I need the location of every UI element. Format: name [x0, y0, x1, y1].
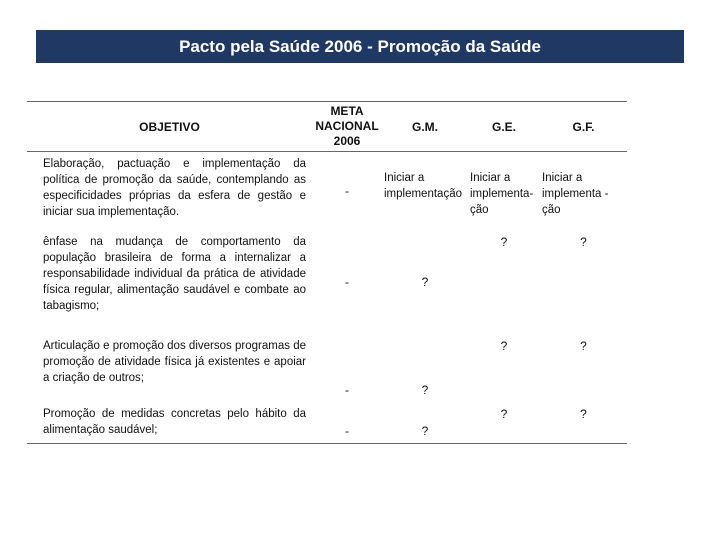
header-ge: G.E.: [468, 102, 540, 152]
goals-table-container: [27, 101, 627, 444]
header-meta-line-2: NACIONAL: [315, 119, 379, 133]
slide-title: Pacto pela Saúde 2006 - Promoção da Saúde: [179, 36, 541, 56]
row-objetivo: Articulação e promoção dos diversos programas de promoção de atividade física já existentes e apoiar a criação de outros;: [43, 339, 306, 384]
goals-table: [27, 101, 627, 444]
row-gf: Iniciar a implementa - ção: [542, 172, 609, 216]
header-meta-line-1: META: [330, 104, 364, 118]
table-row: [27, 402, 627, 444]
row-ge: ?: [468, 402, 540, 444]
row-meta: -: [345, 382, 349, 397]
row-meta: -: [345, 274, 349, 289]
header-gf: G.F.: [540, 102, 627, 152]
row-gm: ?: [421, 274, 429, 289]
table-row: [27, 230, 627, 334]
table-row: [27, 334, 627, 402]
table-header-row: [27, 102, 627, 152]
row-ge: ?: [500, 234, 508, 249]
row-gm: ?: [382, 402, 468, 444]
row-meta: -: [312, 402, 382, 444]
row-gm: Iniciar a implementação: [384, 172, 462, 200]
header-objetivo: OBJETIVO: [27, 102, 312, 152]
row-objetivo: ênfase na mudança de comportamento da população brasileira de forma a internalizar a responsabilidade individual da prática de atividade física regular, alimentação saudável e combate ao tabagismo;: [43, 235, 306, 312]
header-meta-nacional: [312, 102, 382, 152]
slide-title-bar: [36, 30, 684, 63]
row-gm: ?: [421, 382, 429, 397]
row-meta: -: [345, 183, 349, 198]
row-gf: ?: [540, 402, 627, 444]
row-gf: ?: [580, 234, 587, 249]
row-objetivo: Elaboração, pactuação e implementação da política de promoção da saúde, contemplando as especificidades próprias da esfera de gestão e iniciar sua implementação.: [43, 158, 306, 218]
row-gf: ?: [580, 338, 587, 353]
row-ge: Iniciar a implementa-ção: [470, 172, 534, 216]
table-row: [27, 152, 627, 230]
row-ge: ?: [500, 338, 508, 353]
header-meta-line-3: 2006: [333, 134, 361, 148]
row-objetivo: Promoção de medidas concretas pelo hábito da alimentação saudável;: [27, 402, 312, 444]
header-gm: G.M.: [382, 102, 468, 152]
